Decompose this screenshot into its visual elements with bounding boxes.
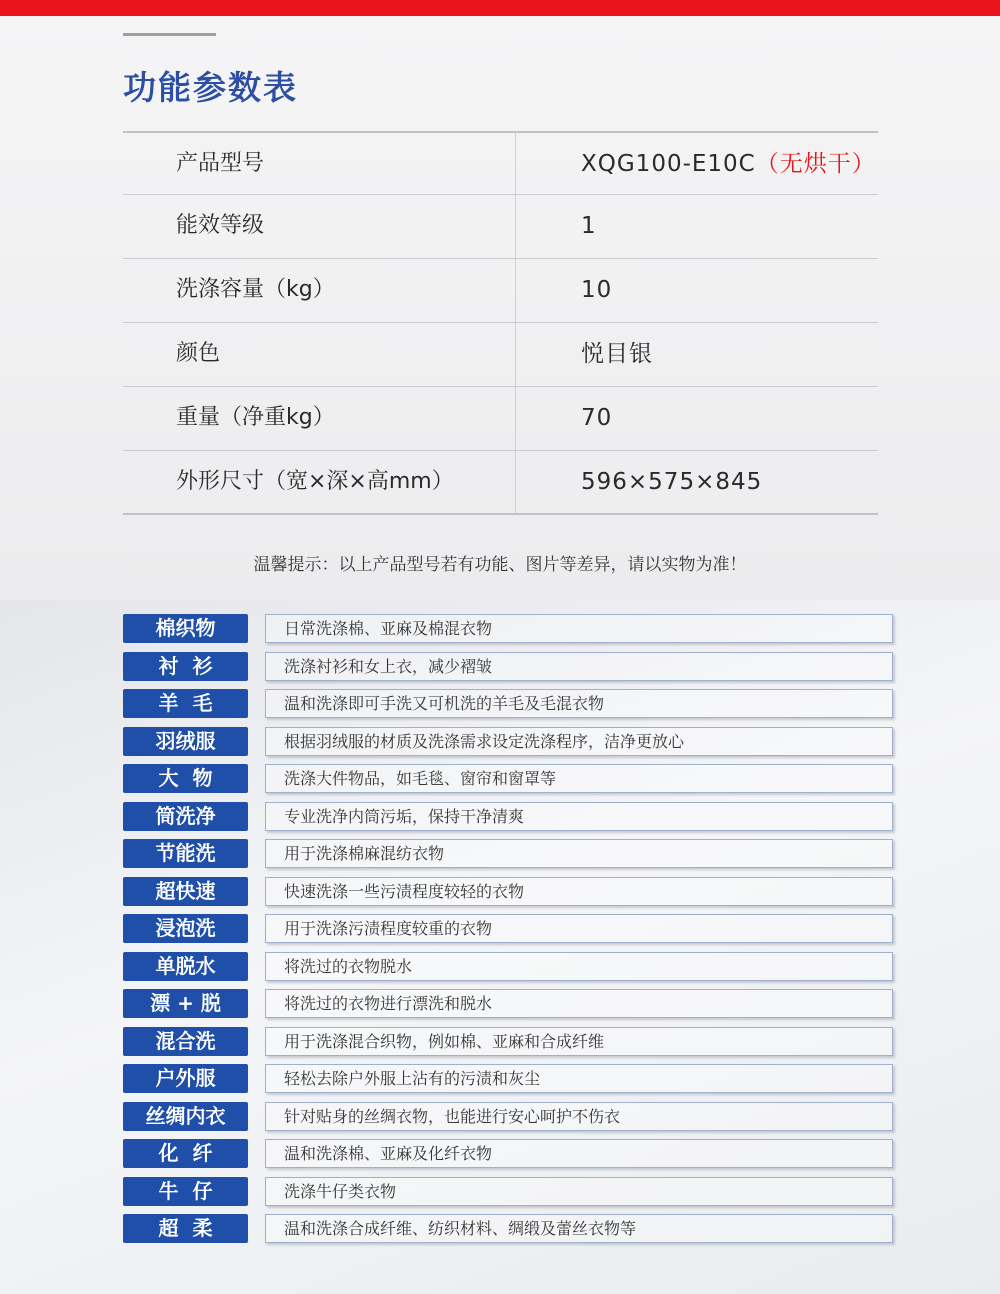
program-description: 用于洗涤棉麻混纺衣物 (284, 844, 445, 863)
program-name-badge: 混合洗 (123, 1027, 248, 1056)
program-description-box (265, 689, 893, 718)
program-row (123, 877, 893, 915)
column-divider (515, 195, 516, 258)
program-name-badge: 化 纤 (123, 1139, 248, 1168)
page-title: 功能参数表 (123, 68, 298, 107)
spec-row-weight (123, 387, 878, 451)
program-description: 用于洗涤混合织物，例如棉、亚麻和合成纤维 (284, 1031, 605, 1051)
program-row (123, 952, 893, 990)
spec-value (581, 133, 876, 195)
program-description-box (265, 1102, 893, 1131)
program-row (123, 1139, 893, 1177)
program-name-badge: 单脱水 (123, 952, 248, 981)
program-row (123, 989, 893, 1027)
spec-row-color (123, 323, 878, 387)
spec-value: 悦目银 (581, 341, 653, 367)
program-name-badge: 漂 + 脱 (123, 989, 248, 1018)
spec-label: 洗涤容量（kg） (176, 277, 335, 302)
program-row (123, 914, 893, 952)
spec-value: 1 (581, 213, 597, 239)
program-row (123, 727, 893, 765)
model-number: XQG100-E10C (581, 151, 756, 177)
program-description-box (265, 764, 893, 793)
column-divider (515, 387, 516, 450)
program-row (123, 689, 893, 727)
program-row (123, 1102, 893, 1140)
program-description: 将洗过的衣物脱水 (284, 956, 413, 976)
spec-value: 10 (581, 277, 613, 303)
program-description: 根据羽绒服的材质及洗涤需求设定洗涤程序，洁净更放心 (284, 731, 685, 751)
program-description: 洗涤大件物品，如毛毯、窗帘和窗罩等 (284, 769, 557, 788)
program-description-box (265, 1139, 893, 1168)
program-description-box (265, 914, 893, 943)
spec-label: 颜色 (176, 341, 221, 366)
title-rule (123, 33, 216, 36)
program-description: 洗涤牛仔类衣物 (284, 1181, 397, 1201)
program-name-badge: 棉织物 (123, 614, 248, 643)
column-divider (515, 451, 516, 513)
program-name-badge: 羽绒服 (123, 727, 248, 756)
program-description: 快速洗涤一些污渍程度较轻的衣物 (284, 881, 525, 901)
program-description-box (265, 989, 893, 1018)
program-description: 温和洗涤棉、亚麻及化纤衣物 (284, 1144, 493, 1163)
spec-row-energy-class (123, 195, 878, 259)
program-name-badge: 丝绸内衣 (123, 1102, 248, 1131)
program-description-box (265, 1064, 893, 1093)
program-description: 用于洗涤污渍程度较重的衣物 (284, 919, 493, 938)
program-name-badge: 节能洗 (123, 839, 248, 868)
spec-label: 重量（净重kg） (176, 405, 335, 430)
program-name-badge: 超快速 (123, 877, 248, 906)
program-name-badge: 浸泡洗 (123, 914, 248, 943)
spec-row-dimensions (123, 451, 878, 515)
column-divider (515, 259, 516, 322)
program-description-box (265, 952, 893, 981)
program-description-box (265, 802, 893, 831)
program-description-box (265, 839, 893, 868)
program-row (123, 839, 893, 877)
program-row (123, 1177, 893, 1215)
program-name-badge: 大 物 (123, 764, 248, 793)
column-divider (515, 133, 516, 194)
program-description: 针对贴身的丝绸衣物，也能进行安心呵护不伤衣 (284, 1106, 621, 1126)
spec-table (123, 131, 878, 515)
program-description: 将洗过的衣物进行漂洗和脱水 (284, 994, 493, 1013)
program-name-badge: 超 柔 (123, 1214, 248, 1243)
spec-value: 596×575×845 (581, 469, 763, 495)
column-divider (515, 323, 516, 386)
model-note: （无烘干） (755, 151, 876, 177)
program-description-box (265, 1027, 893, 1056)
program-description: 轻松去除户外服上沾有的污渍和灰尘 (284, 1069, 541, 1088)
program-row (123, 614, 893, 652)
program-row (123, 1214, 893, 1252)
spec-value: 70 (581, 405, 613, 431)
spec-label: 能效等级 (176, 213, 265, 238)
program-row (123, 1064, 893, 1102)
program-name-badge: 户外服 (123, 1064, 248, 1093)
spec-label: 外形尺寸（宽×深×高mm） (176, 469, 454, 494)
program-row (123, 802, 893, 840)
program-description: 温和洗涤即可手洗又可机洗的羊毛及毛混衣物 (284, 694, 605, 713)
program-description-box (265, 1177, 893, 1206)
program-description-box (265, 614, 893, 643)
program-description-box (265, 877, 893, 906)
program-row (123, 1027, 893, 1065)
spec-label: 产品型号 (176, 151, 265, 176)
program-name-badge: 牛 仔 (123, 1177, 248, 1206)
program-description: 温和洗涤合成纤维、纺织材料、绸缎及蕾丝衣物等 (284, 1219, 637, 1238)
program-description: 日常洗涤棉、亚麻及棉混衣物 (284, 619, 493, 638)
spec-row-capacity (123, 259, 878, 323)
program-name-badge: 衬 衫 (123, 652, 248, 681)
program-name-badge: 筒洗净 (123, 802, 248, 831)
program-description-box (265, 727, 893, 756)
top-accent-bar (0, 0, 1000, 16)
spec-row-model (123, 131, 878, 195)
program-description: 洗涤衬衫和女上衣，减少褶皱 (284, 656, 493, 676)
program-list (123, 614, 893, 1252)
program-row (123, 652, 893, 690)
disclaimer-notice: 温馨提示：以上产品型号若有功能、图片等差异，请以实物为准！ (253, 555, 747, 575)
program-description-box (265, 652, 893, 681)
program-row (123, 764, 893, 802)
program-description-box (265, 1214, 893, 1243)
program-description: 专业洗净内筒污垢，保持干净清爽 (284, 806, 525, 826)
program-name-badge: 羊 毛 (123, 689, 248, 718)
